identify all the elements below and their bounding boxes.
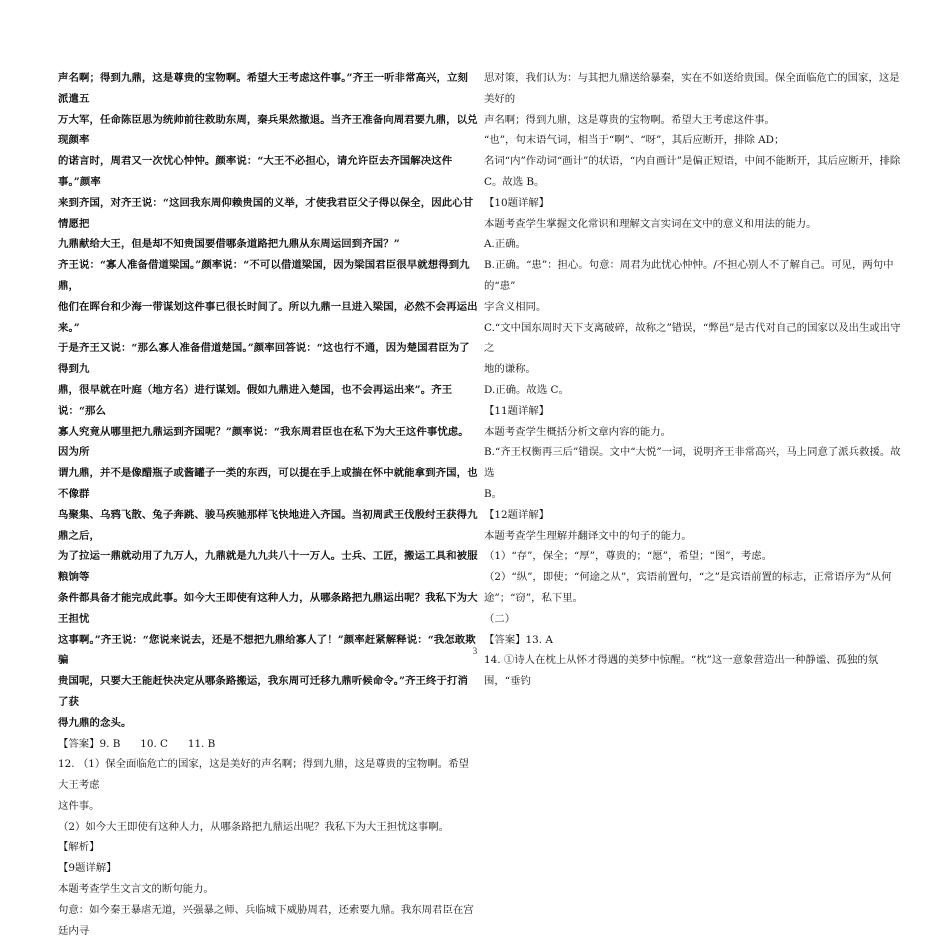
text-line: 本题考查学生文言文的断句能力。 (58, 883, 214, 896)
page-number: 3 (472, 646, 478, 656)
text-line: C.“文中国东周时天下支离破碎，故称之”错误，“弊邑”是古代对自己的国家以及出生或出守之 (484, 321, 901, 355)
answer-line: 【答案】13. A (484, 633, 553, 646)
text-line: 地的谦称。 (484, 363, 536, 376)
section-heading: 【12题详解】 (484, 508, 550, 521)
section-heading: 【10题详解】 (484, 196, 550, 209)
text-line: 思对策，我们认为：与其把九鼎送给暴秦，实在不如送给贵国。保全面临危亡的国家，这是美好的 (484, 72, 900, 105)
right-column (484, 68, 904, 692)
text-line: B.正确。“患”：担心。句意：周君为此忧心忡忡。/不担心别人不了解自己。可见，两句中的“患” (484, 259, 894, 292)
text-line: D.正确。故选 C。 (484, 383, 569, 396)
text-line: 本题考查学生概括分析文章内容的能力。 (484, 425, 672, 438)
text-line: 12. （1）保全面临危亡的国家，这是美好的声名啊；得到九鼎，这是尊贵的宝物啊。希望大王考虑 (58, 758, 469, 792)
text-line: 谓九鼎，并不是像醋瓶子或酱罐子一类的东西，可以提在手上或揣在怀中就能拿到齐国，也不像群 (58, 467, 478, 500)
left-column (58, 68, 478, 941)
text-line: （2）如今大王即使有这种人力，从哪条路把九鼎运出呢？我私下为大王担忧这事啊。 (58, 820, 450, 833)
text-line: 贵国呢，只要大王能赶快决定从哪条路搬运，我东周可迁移九鼎听候命令。”齐王终于打消了获 (58, 675, 469, 708)
text-line: 得九鼎的念头。 (58, 716, 132, 729)
text-line: （1）“存”，保全；“厚”，尊贵的；“愿”，希望；“图”，考虑。 (484, 550, 773, 563)
text-line: 这件事。 (58, 799, 100, 812)
text-line: 九鼎献给大王，但是却不知贵国要借哪条道路把九鼎从东周运回到齐国？” (58, 238, 400, 251)
text-line: 条件都具备才能完成此事。如今大王即使有这种人力，从哪条路把九鼎运出呢？我私下为大王担忧 (58, 591, 478, 625)
text-line: 于是齐王又说：“那么寡人准备借道楚国。”颜率回答说：“这也行不通，因为楚国君臣为了得到九 (58, 342, 470, 376)
text-line: 句意：如今秦王暴虐无道，兴强暴之师、兵临城下威胁周君，还索要九鼎。我东周君臣在宫廷内寻 (58, 903, 474, 937)
text-line: 声名啊；得到九鼎，这是尊贵的宝物啊。希望大王考虑这件事。 (484, 113, 775, 126)
text-line: 的诺言时，周君又一次忧心忡忡。颜率说：“大王不必担心，请允许臣去齐国解决这件事。”颜率 (58, 155, 453, 188)
answer-line: 【答案】9. B 10. C 11. B (58, 737, 216, 750)
text-line: 来到齐国，对齐王说：“这回我东周仰赖贵国的义举，才使我君臣父子得以保全，因此心甘情愿把 (58, 196, 474, 230)
text-line: 寡人究竟从哪里把九鼎运到齐国呢？”颜率说：“我东周君臣也在私下为大王这件事忧虑。因为所 (58, 425, 469, 459)
text-line: C。故选 B。 (484, 175, 545, 188)
text-line: 他们在晖台和少海一带谋划这件事已很长时间了。所以九鼎一旦进入梁国，必然不会再运出来。” (58, 300, 478, 334)
text-line: 为了拉运一鼎就动用了九万人，九鼎就是九九共八十一万人。士兵、工匠，搬运工具和被服粮饷等 (58, 550, 478, 584)
text-line: 字含义相同。 (484, 300, 547, 313)
question-12-section (58, 754, 478, 941)
translation-story (58, 68, 478, 734)
text-line: 途”；“窃”，私下里。 (484, 591, 584, 604)
text-line: B.“齐王权衡再三后”错误。文中“大悦”一词，说明齐王非常高兴，马上同意了派兵救援。故选 (484, 446, 901, 480)
text-line: 声名啊；得到九鼎，这是尊贵的宝物啊。希望大王考虑这件事。”齐王一听非常高兴，立刻派遣五 (58, 72, 469, 105)
section-heading: （二） (484, 612, 516, 625)
text-line: “也”，句末语气词，相当于“啊”、“呀”，其后应断开，排除 AD； (484, 134, 785, 147)
text-line: （2）“纵”，即使；“何途之从”，宾语前置句，“之”是宾语前置的标志，正常语序为“从何 (484, 571, 892, 584)
text-line: 鸟聚集、乌鸦飞散、兔子奔跳、骏马疾驰那样飞快地进入齐国。当初周武王伐殷纣王获得九鼎之后， (58, 508, 478, 542)
text-line: 齐王说：“寡人准备借道梁国。”颜率说：“不可以借道梁国，因为梁国君臣很早就想得到九鼎， (58, 259, 470, 292)
text-line: 万大军，任命陈臣思为统帅前往救助东周，秦兵果然撤退。当齐王准备向周君要九鼎，以兑现颜率 (58, 113, 478, 147)
section-heading: 【9题详解】 (58, 862, 117, 875)
text-line: 14. ①诗人在枕上从怀才得遇的美梦中惊醒。“枕”这一意象营造出一种静谧、孤独的氛围，“垂钓 (484, 654, 879, 688)
text-line: B。 (484, 487, 503, 500)
text-line: 本题考查学生理解并翻译文中的句子的能力。 (484, 529, 692, 542)
section-heading: 【11题详解】 (484, 404, 550, 417)
text-line: 鼎，很早就在叶庭（地方名）进行谋划。假如九鼎进入楚国，也不会再运出来”。齐王说：“那么 (58, 383, 453, 417)
text-line: 这事啊。”齐王说：“您说来说去，还是不想把九鼎给寡人了！”颜率赶紧解释说：“我怎敢欺骗 (58, 633, 476, 667)
text-line: 本题考查学生掌握文化常识和理解文言实词在文中的意义和用法的能力。 (484, 217, 817, 230)
text-line: A.正确。 (484, 238, 526, 251)
section-heading: 【解析】 (58, 841, 100, 854)
text-line: 名词“内”作动词“画计”的状语，“内自画计”是偏正短语，中间不能断开，其后应断开，排除 (484, 155, 901, 168)
